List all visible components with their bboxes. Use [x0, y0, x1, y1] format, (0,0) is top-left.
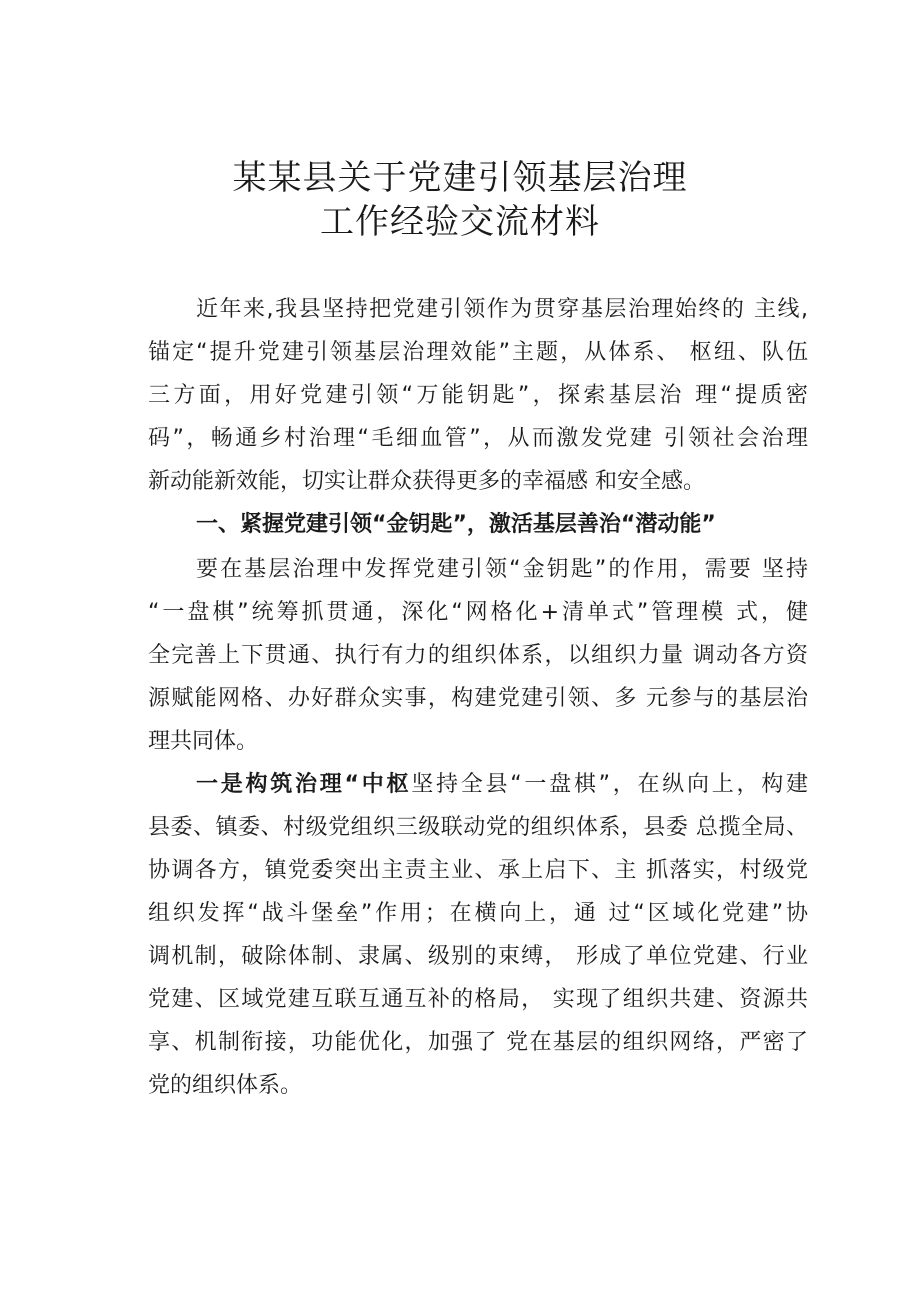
intro-line-1: 近年来,我县坚持把党建引领作为贯穿基层治理始终的 主线, — [196, 297, 808, 322]
point-1-line-2: 县委、镇委、村级党组织三级联动党的组织体系，县委 总揽全局、 — [148, 815, 808, 840]
point-1-line-7: 享、机制衔接，功能优化，加强了 党在基层的组织网络，严密了 — [148, 1030, 808, 1055]
intro-line-5: 新动能新效能，切实让群众获得更多的幸福感 和安全感。 — [148, 469, 705, 494]
section-1-line-5: 理共同体。 — [148, 729, 259, 754]
intro-line-4: 码”，畅通乡村治理“毛细血管”，从而激发党建 引领社会治理 — [148, 426, 808, 451]
section-1-heading: 一、紧握党建引领“金钥匙”，激活基层善治“潜动能” — [196, 512, 716, 537]
intro-line-2: 锚定“提升党建引领基层治理效能”主题，从体系、 枢纽、队伍 — [148, 340, 808, 365]
document-title-line-1: 某某县关于党建引领基层治理 — [232, 158, 688, 198]
section-1-line-1: 要在基层治理中发挥党建引领“金钥匙”的作用，需要 坚持 — [196, 557, 808, 582]
point-1-line-3: 协调各方，镇党委突出主责主业、承上启下、主 抓落实，村级党 — [148, 858, 808, 883]
document-title-line-2: 工作经验交流材料 — [320, 202, 600, 242]
point-1-line-5: 调机制，破除体制、隶属、级别的束缚， 形成了单位党建、行业 — [148, 944, 808, 969]
point-1-line-8: 党的组织体系。 — [148, 1073, 303, 1098]
point-1-first-line-rest: 坚持全县“一盘棋”，在纵向上，构建 — [411, 772, 809, 797]
intro-line-3: 三方面，用好党建引领“万能钥匙”，探索基层治 理“提质密 — [148, 383, 808, 408]
point-1-line-6: 党建、区域党建互联互通互补的格局， 实现了组织共建、资源共 — [148, 987, 808, 1012]
section-1-line-4: 源赋能网格、办好群众实事，构建党建引领、多 元参与的基层治 — [148, 686, 808, 711]
point-1-line-4: 组织发挥“战斗堡垒”作用；在横向上，通 过“区域化党建”协 — [148, 901, 808, 926]
section-1-line-3: 全完善上下贯通、执行有力的组织体系，以组织力量 调动各方资 — [148, 643, 808, 668]
point-1-bold-lead: 一是构筑治理“中枢 — [196, 772, 412, 797]
point-1-line-1 — [196, 770, 808, 800]
section-1-line-2: “一盘棋”统筹抓贯通，深化“网格化+清单式”管理模 式，健 — [148, 600, 808, 625]
